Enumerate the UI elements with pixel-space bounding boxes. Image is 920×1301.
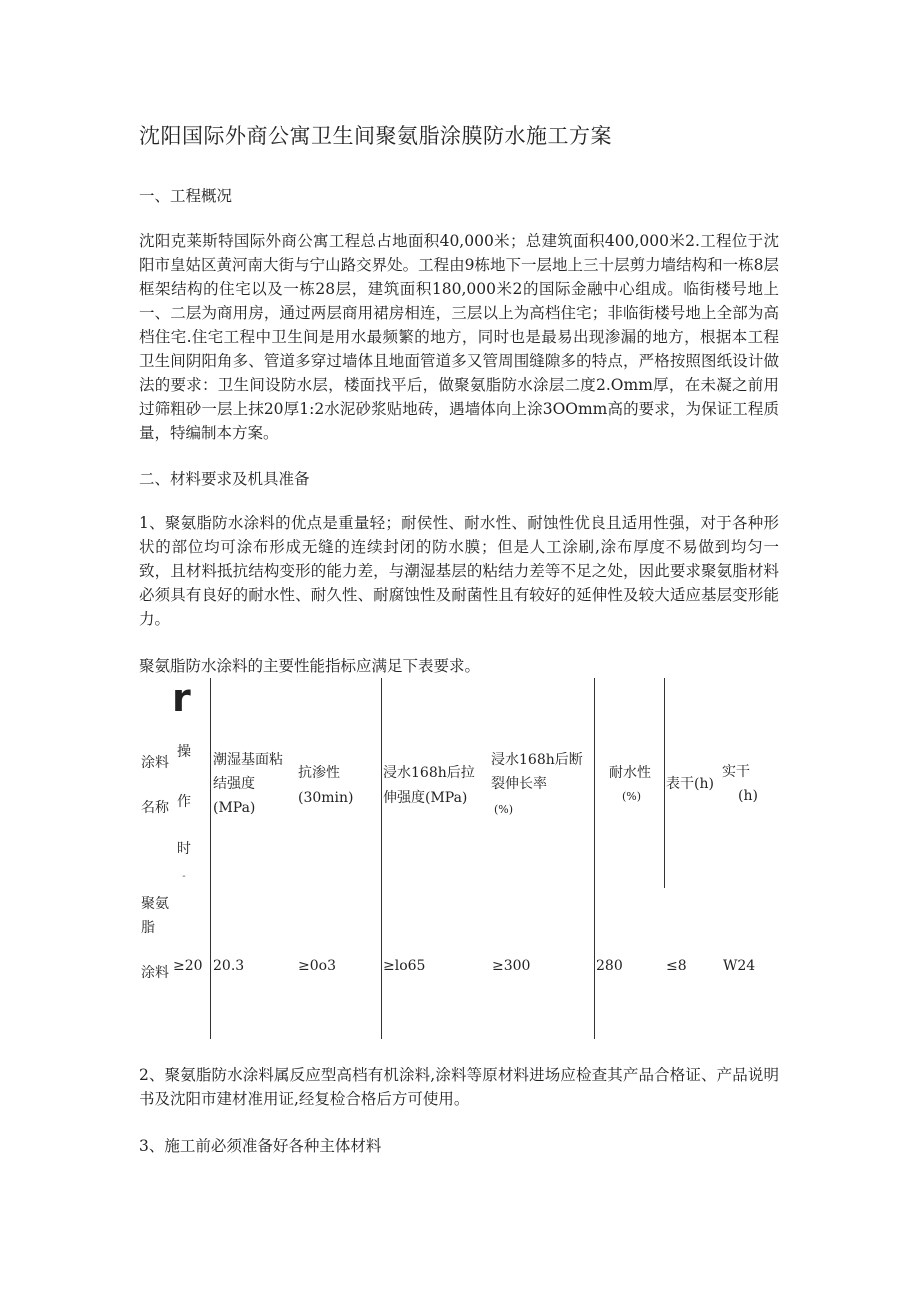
row-material-name-line1: 聚氨	[141, 896, 169, 912]
document-title: 沈阳国际外商公寓卫生间聚氨脂涂膜防水施工方案	[139, 124, 612, 148]
table-column-divider	[381, 678, 382, 1039]
cell-water-resistance: 280	[596, 958, 623, 974]
header-tensile-line1: 浸水168h后拉	[383, 765, 475, 781]
cell-surface-dry: ≤8	[666, 958, 687, 974]
row-material-name-line3: 涂料	[141, 965, 169, 981]
row-material-name-line2: 脂	[141, 920, 155, 936]
header-hard-dry-line2: (h)	[738, 788, 758, 804]
header-water-line2: (%)	[622, 790, 642, 803]
header-optime-char4: -	[182, 871, 186, 882]
table-column-divider	[664, 678, 665, 888]
header-optime-char1: 操	[177, 744, 191, 760]
header-optime-char3: 时	[177, 841, 191, 857]
cell-elongation: ≥300	[492, 958, 531, 974]
cell-impermeability: ≥0o3	[298, 958, 336, 974]
header-tensile-line2: 伸强度(MPa)	[383, 790, 468, 806]
section-heading-materials: 二、材料要求及机具准备	[139, 470, 310, 488]
header-optime-char2: 作	[177, 794, 191, 810]
materials-item-2-paragraph: 2、聚氨脂防水涂料属反应型高档有机涂料,涂料等原材料进场应检查其产品合格证、产品说明书及沈阳市建材准用证,经复检合格后方可使用。	[139, 1066, 779, 1108]
overview-paragraph: 沈阳克莱斯特国际外商公寓工程总占地面积40,000米；总建筑面积400,000米2.工程位于沈阳市皇姑区黄河南大街与宁山路交界处。工程由9栋地下一层地上三十层剪力墙结构和一栋8层框架结构的住宅以及一栋28层，建筑面积180,000米2的国际金融中心组成。临街楼号地上一、二层为商用房，通过两层商用裙房相连，三层以上为高档住宅；非临街楼号地上全部为高档住宅.住宅工程中卫生间是用水最频繁的地方，同时也是最易出现渗漏的地方，根据本工程卫生间阴阳角多、管道多穿过墙体且地面管道多又管周围缝隙多的特点，严格按照图纸设计做法的要求：卫生间设防水层，楼面找平后，做聚氨脂防水涂层二度2.Omm厚，在未凝之前用过筛粗砂一层上抹20厚1:2水泥砂浆贴地砖，遇墙体向上涂3OOmm高的要求，为保证工程质量，特编制本方案。	[139, 232, 779, 442]
table-intro-text: 聚氨脂防水涂料的主要性能指标应满足下表要求。	[139, 657, 481, 675]
cell-tensile-strength: ≥lo65	[383, 958, 426, 974]
header-elong-line2: 裂伸长率	[491, 776, 547, 792]
table-column-divider	[594, 678, 595, 1039]
header-bond-line2: 结强度	[213, 776, 255, 792]
header-material-line1: 涂料	[141, 755, 169, 771]
cell-hard-dry: W24	[723, 958, 756, 974]
header-surface-dry: 表干(h)	[666, 776, 714, 792]
section-heading-overview: 一、工程概况	[139, 187, 233, 205]
materials-item-1-paragraph: 1、聚氨脂防水涂料的优点是重量轻；耐侯性、耐水性、耐蚀性优良且适用性强，对于各种形状的部位均可涂布形成无缝的连续封闭的防水膜；但是人工涂刷,涂布厚度不易做到均匀一致，且材料抵抗结构变形的能力差，与潮湿基层的粘结力差等不足之处，因此要求聚氨脂材料必须具有良好的耐水性、耐久性、耐腐蚀性及耐菌性且有较好的延伸性及较大适应基层变形能力。	[139, 514, 779, 628]
header-hard-dry-line1: 实干	[722, 764, 750, 780]
materials-item-3-paragraph: 3、施工前必须准备好各种主体材料	[139, 1137, 382, 1155]
header-bond-line3: (MPa)	[213, 800, 256, 816]
header-imperm-line1: 抗渗性	[298, 765, 340, 781]
cell-bond-strength: 20.3	[213, 958, 245, 974]
header-material-line2: 名称	[141, 800, 169, 816]
header-bond-line1: 潮湿基面粘	[213, 752, 283, 768]
stray-glyph: r	[172, 676, 191, 720]
table-column-divider	[210, 678, 211, 1039]
header-imperm-line2: (30min)	[298, 790, 354, 806]
header-water-line1: 耐水性	[609, 765, 651, 781]
cell-operation-time: ≥20	[173, 958, 203, 974]
header-elong-line1: 浸水168h后断	[491, 752, 583, 768]
header-elong-line3: (%)	[494, 803, 514, 816]
